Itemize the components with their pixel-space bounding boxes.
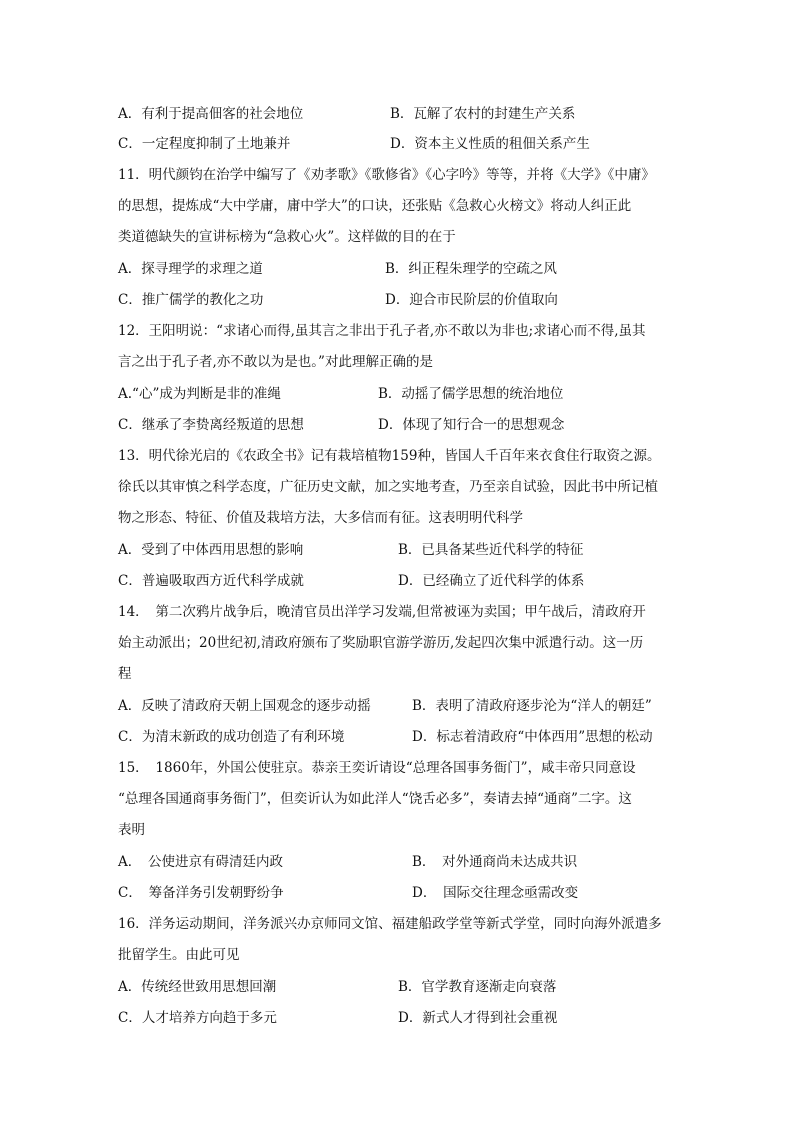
q16-option-b: B．官学教育逐渐走向衰落: [398, 979, 557, 995]
q13-option-b: B．已具备某些近代科学的特征: [398, 542, 584, 558]
q10-option-d: D．资本主义性质的租佃关系产生: [390, 136, 590, 152]
q10-option-b: B．瓦解了农村的封建生产关系: [390, 106, 576, 122]
q13-stem-line: 13．明代徐光启的《农政全书》记有栽培植物159种，皆国人千百年来衣食住行取资之源。: [118, 448, 661, 464]
q13-option-d: D．已经确立了近代科学的体系: [398, 573, 585, 589]
q16-option-c: C．人才培养方向趋于多元: [118, 1010, 277, 1026]
q15-option-b: B． 对外通商尚未达成共识: [412, 854, 578, 870]
q10-option-c: C．一定程度抑制了土地兼并: [118, 136, 291, 152]
q16-option-a: A．传统经世致用思想回潮: [118, 979, 277, 995]
q12-option-a: A.“心”成为判断是非的准绳: [118, 386, 281, 402]
q13-option-a: A．受到了中体西用思想的影响: [118, 542, 304, 558]
q15-option-c: C． 筹备洋务引发朝野纷争: [118, 885, 284, 901]
q15-stem-line: 15． 1860年，外国公使驻京。恭亲王奕䜣请设“总理各国事务衙门”，咸丰帝只同意设: [118, 760, 636, 776]
q16-stem-line: 16．洋务运动期间，洋务派兴办京师同文馆、福建船政学堂等新式学堂，同时向海外派遣多: [118, 916, 662, 932]
q14-stem-line: 程: [118, 666, 132, 682]
q11-option-c: C．推广儒学的教化之功: [118, 292, 264, 308]
q13-stem-line: 物之形态、特征、价值及栽培方法，大多信而有征。这表明明代科学: [118, 510, 523, 526]
q11-stem-line: 11．明代颜钧在治学中编写了《劝孝歌》《歌修省》《心字吟》等等，并将《大学》《中庸》: [118, 167, 655, 183]
q11-stem-line: 类道德缺失的宣讲标榜为“急救心火”。这样做的目的在于: [118, 229, 456, 245]
q12-stem-line: 言之出于孔子者,亦不敢以为是也。”对此理解正确的是: [118, 354, 433, 370]
q14-option-c: C．为清末新政的成功创造了有利环境: [118, 729, 345, 745]
q13-option-c: C．普遍吸取西方近代科学成就: [118, 573, 304, 589]
q14-option-a: A．反映了清政府天朝上国观念的逐步动摇: [118, 698, 371, 714]
q16-option-d: D．新式人才得到社会重视: [398, 1010, 558, 1026]
q14-option-d: D．标志着清政府“中体西用”思想的松动: [412, 729, 653, 745]
q15-stem-line: 表明: [118, 822, 145, 838]
q15-option-a: A． 公使进京有碍清廷内政: [118, 854, 283, 870]
q11-stem-line: 的思想，提炼成“大中学庸，庸中学大”的口诀，还张贴《急救心火榜文》将动人纠正此: [118, 198, 632, 214]
q13-stem-line: 徐氏以其审慎之科学态度，广征历史文献，加之实地考查，乃至亲自试验，因此书中所记植: [118, 479, 658, 495]
q14-stem-line: 始主动派出；20世纪初,清政府颁布了奖励职官游学游历,发起四次集中派遣行动。这一历: [118, 635, 644, 651]
q15-option-d: D． 国际交往理念亟需改变: [412, 885, 579, 901]
q10-option-a: A．有利于提高佃客的社会地位: [118, 106, 304, 122]
q12-option-c: C．继承了李贽离经叛道的思想: [118, 417, 304, 433]
q12-option-b: B．动摇了儒学思想的统治地位: [378, 386, 564, 402]
q11-option-b: B．纠正程朱理学的空疏之风: [385, 261, 557, 277]
q12-stem-line: 12．王阳明说：“求诸心而得,虽其言之非出于孔子者,亦不敢以为非也;求诸心而不得,虽其: [118, 323, 646, 339]
q14-stem-line: 14． 第二次鸦片战争后，晚清官员出洋学习发端,但常被诬为卖国；甲午战后，清政府开: [118, 604, 646, 620]
q16-stem-line: 批留学生。由此可见: [118, 947, 240, 963]
q14-option-b: B．表明了清政府逐步沦为“洋人的朝廷”: [412, 698, 652, 714]
q11-option-a: A．探寻理学的求理之道: [118, 261, 263, 277]
q15-stem-line: “总理各国通商事务衙门”，但奕䜣认为如此洋人“饶舌必多”，奏请去掉“通商”二字。这: [118, 791, 632, 807]
q12-option-d: D．体现了知行合一的思想观念: [378, 417, 565, 433]
q11-option-d: D．迎合市民阶层的价值取向: [385, 292, 558, 308]
